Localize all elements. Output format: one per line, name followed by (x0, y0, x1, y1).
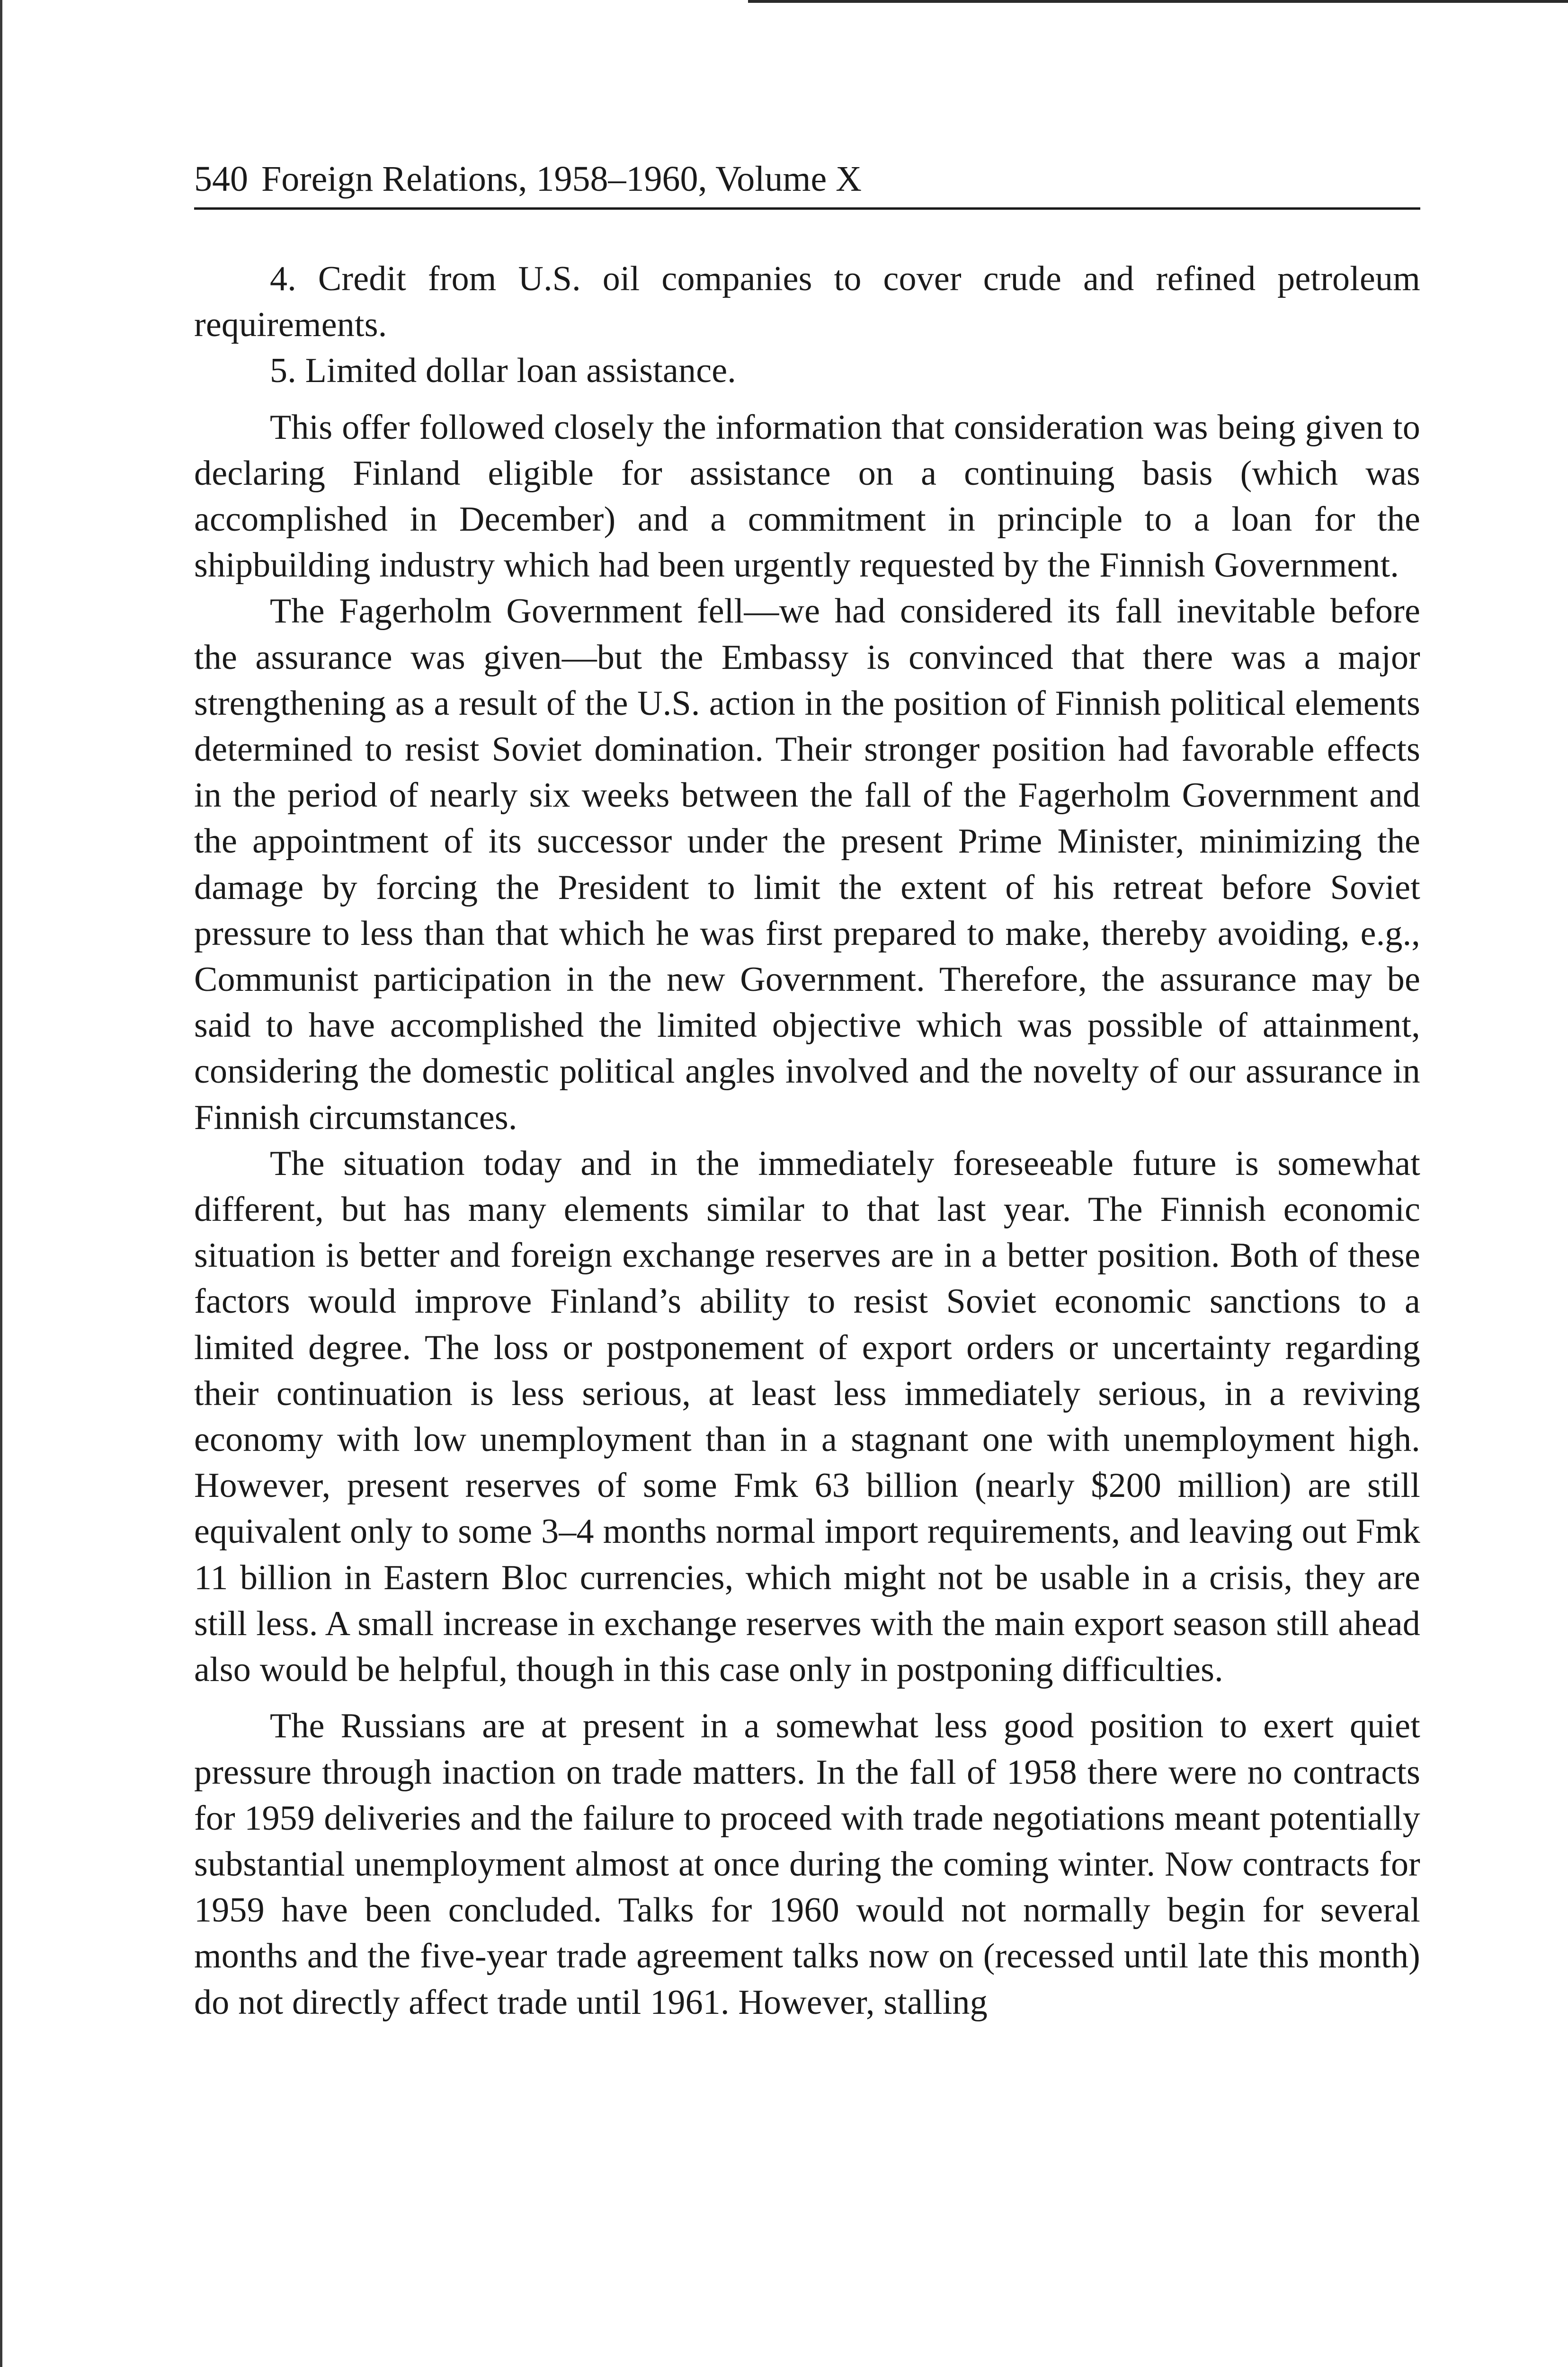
page-number: 540 (194, 159, 248, 199)
list-item: 4. Credit from U.S. oil companies to cover crude and refined petroleum requirements. (194, 259, 1420, 345)
running-title: Foreign Relations, 1958–1960, Volume X (261, 159, 862, 199)
paragraph: The Fagerholm Government fell—we had considered its fall inevitable before the assurance was given—but the Embassy is convinced that there was a major strengthening as a result of the U.S. action in the position of Finnish political elements determined to resist Soviet domination. Their stronger position had favorable effects in the period of nearly six weeks between the fall of the Fagerholm Government and the appointment of its successor under the present Prime Minister, minimizing the damage by forcing the President to limit the extent of his retreat before Soviet pressure to less than that which he was first prepared to make, thereby avoiding, e.g., Communist participation in the new Government. Therefore, the assurance may be said to have accomplished the limited objective which was possible of attainment, considering the domestic political angles involved and the novelty of our assurance in Finnish circumstances. (194, 592, 1420, 1137)
body-text (194, 256, 1420, 2026)
running-header (194, 161, 1420, 210)
paragraph: The Russians are at present in a somewhat less good position to exert quiet pressure through inaction on trade matters. In the fall of 1958 there were no contracts for 1959 deliveries and the failure to proceed with trade negotiations meant potentially substantial unemployment almost at once during the coming winter. Now contracts for 1959 have been concluded. Talks for 1960 would not normally begin for several months and the five-year trade agreement talks now on (recessed until late this month) do not directly affect trade until 1961. However, stalling (194, 1707, 1420, 2022)
paragraph: This offer followed closely the information that consideration was being given to declaring Finland eligible for assistance on a continuing basis (which was accomplished in December) and a commitment in principle to a loan for the shipbuilding industry which had been urgently requested by the Finnish Government. (194, 408, 1420, 585)
scan-border-top (748, 0, 1568, 3)
document-page (194, 161, 1420, 2026)
paragraph: The situation today and in the immediately foreseeable future is somewhat different, but has many elements similar to that last year. The Finnish economic situation is better and foreign exchange reserves are in a better position. Both of these factors would improve Finland’s ability to resist Soviet economic sanctions to a limited degree. The loss or postponement of export orders or uncertainty regarding their continuation is less serious, at least less immediately serious, in a reviving economy with low unemployment than in a stagnant one with unemployment high. However, present reserves of some Fmk 63 billion (nearly $200 million) are still equivalent only to some 3–4 months normal import requirements, and leaving out Fmk 11 billion in Eastern Bloc currencies, which might not be usable in a crisis, they are still less. A small increase in exchange reserves with the main export season still ahead also would be helpful, though in this case only in postponing difficulties. (194, 1144, 1420, 1690)
list-item: 5. Limited dollar loan assistance. (270, 351, 736, 391)
scan-border-left (0, 0, 2, 2367)
